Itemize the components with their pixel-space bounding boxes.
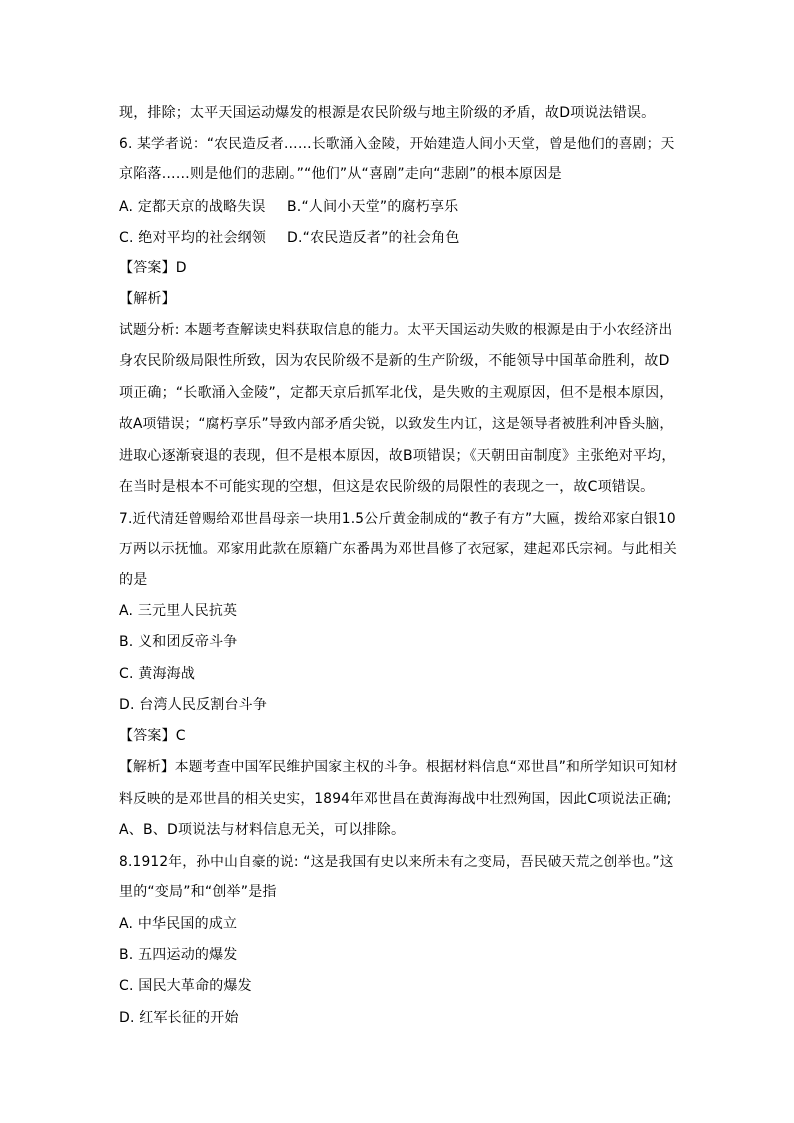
question-6-analysis-line-1: 试题分析: 本题考查解读史料获取信息的能力。太平天国运动失败的根源是由于小农经济出 xyxy=(119,322,673,338)
question-7-answer: 【答案】C xyxy=(119,728,186,744)
question-7-option-d: D. 台湾人民反割台斗争 xyxy=(119,697,268,713)
question-5-analysis-tail: 现，排除；太平天国运动爆发的根源是农民阶级与地主阶级的矛盾，故D项说法错误。 xyxy=(119,105,656,121)
question-7-stem-line-1: 7.近代清廷曾赐给邓世昌母亲一块用1.5公斤黄金制成的“教子有方”大匾，拨给邓家白银10 xyxy=(119,511,676,527)
question-8-option-b: B. 五四运动的爆发 xyxy=(119,947,238,963)
question-6-answer: 【答案】D xyxy=(119,260,187,276)
question-6-analysis-line-6: 在当时是根本不可能实现的空想，但这是农民阶级的局限性的表现之一，故C项错误。 xyxy=(119,479,655,495)
question-6-analysis-line-2: 身农民阶级局限性所致，因为农民阶级不是新的生产阶级，不能领导中国革命胜利，故D xyxy=(119,353,670,369)
question-6-stem-line-1: 6. 某学者说：“农民造反者……长歌涌入金陵，开始建造人间小天堂，曾是他们的喜剧；天 xyxy=(119,136,675,152)
question-7-analysis-line-3: A、B、D项说法与材料信息无关，可以排除。 xyxy=(119,822,406,838)
question-6-analysis-line-4: 故A项错误；“腐朽享乐”导致内部矛盾尖锐，以致发生内讧，这是领导者被胜利冲昏头脑， xyxy=(119,416,674,432)
question-8-option-d: D. 红军长征的开始 xyxy=(119,1010,239,1026)
question-7-option-b: B. 义和团反帝斗争 xyxy=(119,634,238,650)
question-7-analysis-line-2: 料反映的是邓世昌的相关史实，1894年邓世昌在黄海海战中壮烈殉国，因此C项说法正确; xyxy=(119,791,672,807)
question-6-option-b: B.“人间小天堂”的腐朽享乐 xyxy=(287,199,459,215)
question-6-analysis-title: 【解析】 xyxy=(119,291,176,307)
question-7-option-a: A. 三元里人民抗英 xyxy=(119,603,238,619)
question-7-analysis-line-1: 【解析】本题考查中国军民维护国家主权的斗争。根据材料信息“邓世昌”和所学知识可知材 xyxy=(119,759,678,775)
question-6-analysis-line-5: 进取心逐渐衰退的表现，但不是根本原因，故B项错误；《天朝田亩制度》主张绝对平均， xyxy=(119,448,676,464)
question-7-stem-line-3: 的是 xyxy=(119,572,148,588)
question-6-stem-line-2: 京陷落……则是他们的悲剧。”“他们”从“喜剧”走向“悲剧”的根本原因是 xyxy=(119,166,562,182)
question-8-stem-line-2: 里的“变局”和“创举”是指 xyxy=(119,884,277,900)
question-7-option-c: C. 黄海海战 xyxy=(119,666,196,682)
question-8-option-c: C. 国民大革命的爆发 xyxy=(119,978,252,994)
question-6-option-a: A. 定都天京的战略失误 xyxy=(119,199,266,215)
question-8-stem-line-1: 8.1912年，孙中山自豪的说: “这是我国有史以来所未有之变局，吾民破天荒之创举也。”这 xyxy=(119,854,674,870)
question-6-analysis-line-3: 项正确；“长歌涌入金陵”，定都天京后抓军北伐，是失败的主观原因，但不是根本原因， xyxy=(119,385,674,401)
question-6-option-d: D.“农民造反者”的社会角色 xyxy=(287,230,460,246)
question-8-option-a: A. 中华民国的成立 xyxy=(119,916,238,932)
question-6-option-c: C. 绝对平均的社会纲领 xyxy=(119,230,267,246)
question-7-stem-line-2: 万两以示抚恤。邓家用此款在原籍广东番禺为邓世昌修了衣冠冢，建起邓氏宗祠。与此相关 xyxy=(119,541,678,557)
